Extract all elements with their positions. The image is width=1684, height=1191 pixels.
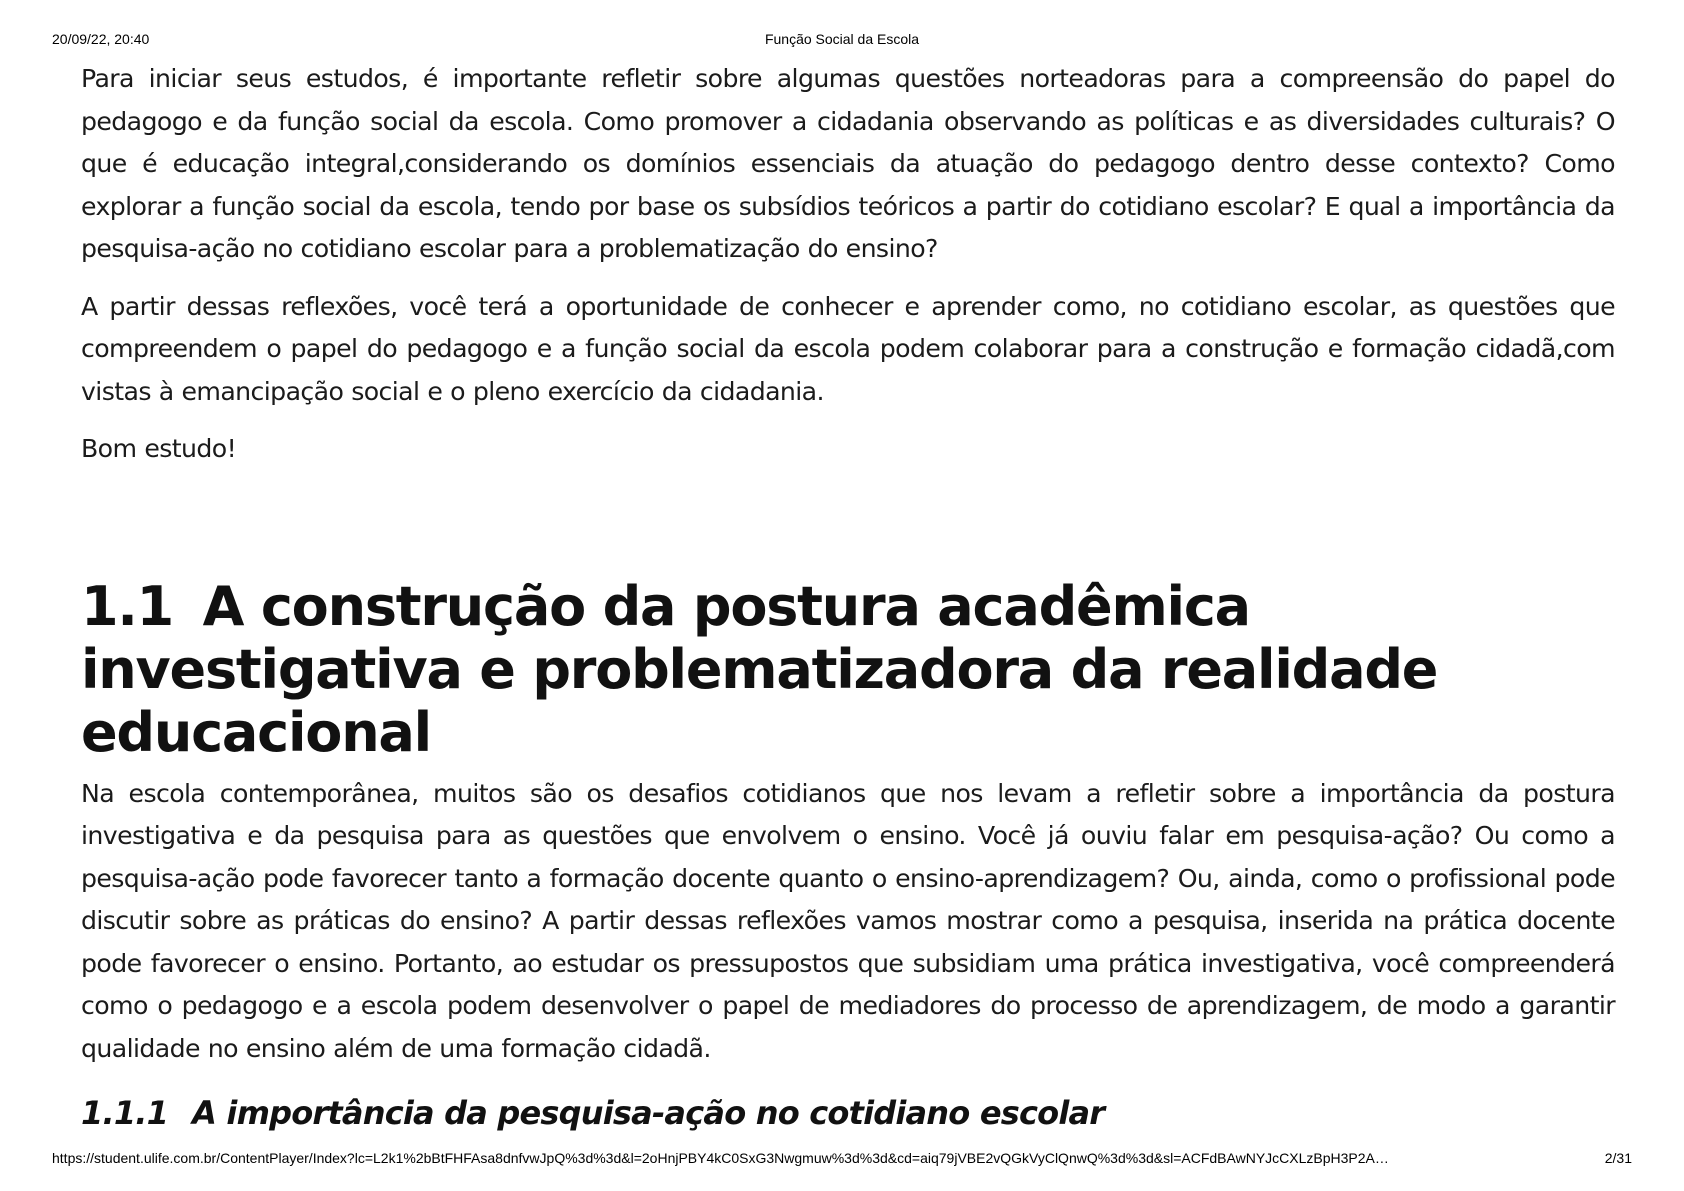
print-document-title: Função Social da Escola bbox=[764, 31, 920, 47]
subsection-heading bbox=[81, 1092, 1615, 1134]
intro-paragraph-1: Para iniciar seus estudos, é importante refletir sobre algumas questões norteadoras para a compreensão do papel do pedagogo e da função social da escola. Como promover a cidadania observando as políticas e as diversidades culturais? O que é educação integral,considerando os domínios essenciais da atuação do pedagogo dentro desse contexto? Como explorar a função social da escola, tendo por base os subsídios teóricos a partir do cotidiano escolar? E qual a importância da pesquisa-ação no cotidiano escolar para a problematização do ensino? bbox=[81, 64, 1615, 263]
page-url: https://student.ulife.com.br/ContentPlayer/Index?lc=L2k1%2bBtFHFAsa8dnfvwJpQ%3d%3d&l=2oHnjPBY4kC0SxG3Nwgmuw%3d%3d&cd=aiq79jVBE2vQGkVyClQnwQ%3d%3d&sl=ACFdBAwNYJcCXLzBpH3P2A… bbox=[52, 1150, 1389, 1166]
document-content bbox=[81, 58, 1615, 1134]
subsection-number: 1.1.1 bbox=[81, 1094, 169, 1132]
section-title: A construção da postura acadêmica investigativa e problematizadora da realidade educacional bbox=[81, 574, 1438, 764]
intro-closing: Bom estudo! bbox=[81, 434, 237, 463]
print-footer bbox=[52, 1150, 1632, 1168]
print-header bbox=[52, 31, 1632, 49]
section-paragraph: Na escola contemporânea, muitos são os desafios cotidianos que nos levam a refletir sobre a importância da postura investigativa e da pesquisa para as questões que envolvem o ensino. Você já ouviu falar em pesquisa-ação? Ou como a pesquisa-ação pode favorecer tanto a formação docente quanto o ensino-aprendizagem? Ou, ainda, como o profissional pode discutir sobre as práticas do ensino? A partir dessas reflexões vamos mostrar como a pesquisa, inserida na prática docente pode favorecer o ensino. Portanto, ao estudar os pressupostos que subsidiam uma prática investigativa, você compreenderá como o pedagogo e a escola podem desenvolver o papel de mediadores do processo de aprendizagem, de modo a garantir qualidade no ensino além de uma formação cidadã. bbox=[81, 778, 1615, 1063]
print-datetime: 20/09/22, 20:40 bbox=[52, 31, 150, 47]
section-heading bbox=[81, 575, 1615, 764]
subsection-title: A importância da pesquisa-ação no cotidiano escolar bbox=[192, 1094, 1105, 1132]
page-number: 2/31 bbox=[1604, 1150, 1632, 1166]
section-number: 1.1 bbox=[81, 574, 174, 638]
intro-paragraph-2: A partir dessas reflexões, você terá a oportunidade de conhecer e aprender como, no cotidiano escolar, as questões que compreendem o papel do pedagogo e a função social da escola podem colaborar para a construção e formação cidadã,com vistas à emancipação social e o pleno exercício da cidadania. bbox=[81, 291, 1615, 406]
